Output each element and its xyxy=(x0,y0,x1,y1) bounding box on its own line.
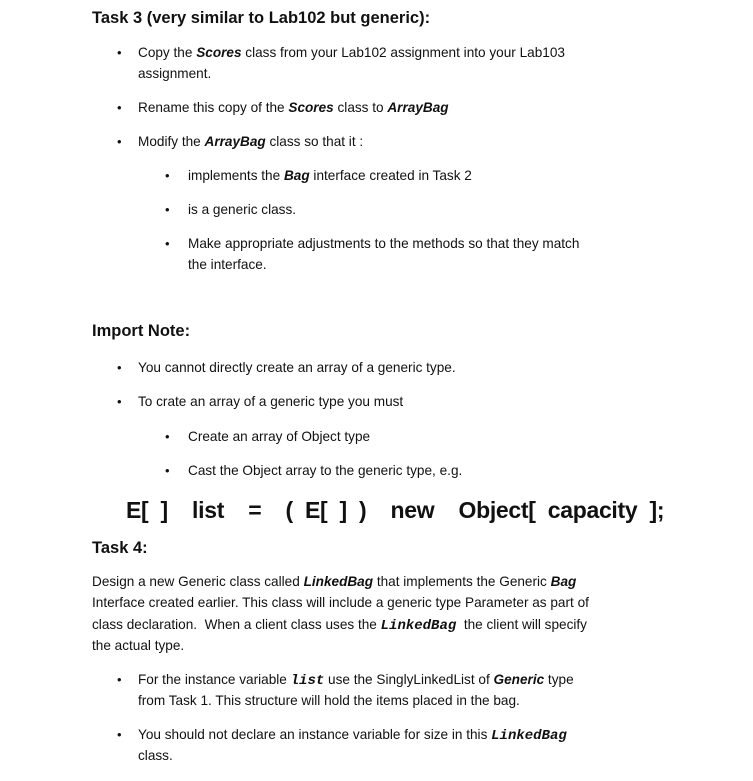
task4-para-line-4: the actual type. xyxy=(92,638,185,653)
note-bullet-1: You cannot directly create an array of a generic type. xyxy=(138,360,456,375)
bullet-icon: • xyxy=(117,360,122,375)
note-sub-2: Cast the Object array to the generic type, e.g. xyxy=(188,463,463,478)
bullet-icon: • xyxy=(165,236,170,251)
task3-sub-3-cont: the interface. xyxy=(188,257,267,272)
import-note-heading: Import Note: xyxy=(92,322,191,340)
task3-bullet-2: Rename this copy of the Scores class to ArrayBag xyxy=(138,100,449,115)
bullet-icon: • xyxy=(117,672,122,687)
task4-para-line-2: Interface created earlier. This class will include a generic type Parameter as part of xyxy=(92,595,589,610)
task3-bullet-3: Modify the ArrayBag class so that it : xyxy=(138,134,364,149)
task4-bullet-1-cont: from Task 1. This structure will hold the items placed in the bag. xyxy=(138,693,520,708)
bullet-icon: • xyxy=(117,727,122,742)
bullet-icon: • xyxy=(117,394,122,409)
task3-sub-1: implements the Bag interface created in Task 2 xyxy=(188,168,472,183)
bullet-icon: • xyxy=(165,429,170,444)
task3-heading: Task 3 (very similar to Lab102 but generic): xyxy=(92,9,431,27)
bullet-icon: • xyxy=(165,202,170,217)
task3-bullet-1: Copy the Scores class from your Lab102 assignment into your Lab103 xyxy=(138,45,565,60)
task4-bullet-2-cont: class. xyxy=(138,748,173,763)
code-example: E[ ] list = ( E[ ] ) new Object[ capacity ]; xyxy=(126,497,665,523)
note-bullet-2: To crate an array of a generic type you must xyxy=(138,394,404,409)
bullet-icon: • xyxy=(165,463,170,478)
task3-sub-3: Make appropriate adjustments to the methods so that they match xyxy=(188,236,580,251)
task3-sub-2: is a generic class. xyxy=(188,202,297,217)
note-sub-1: Create an array of Object type xyxy=(188,429,371,444)
bullet-icon: • xyxy=(117,134,122,149)
bullet-icon: • xyxy=(165,168,170,183)
task4-heading: Task 4: xyxy=(92,539,148,557)
task4-bullet-1: For the instance variable list use the SinglyLinkedList of Generic type xyxy=(138,672,574,689)
task4-para-line-1: Design a new Generic class called LinkedBag that implements the Generic Bag xyxy=(92,574,577,589)
bullet-icon: • xyxy=(117,100,122,115)
bullet-icon: • xyxy=(117,45,122,60)
task3-bullet-1-cont: assignment. xyxy=(138,66,212,81)
task4-bullet-2: You should not declare an instance variable for size in this LinkedBag xyxy=(138,727,567,744)
task4-para-line-3: class declaration. When a client class uses the LinkedBag the client will specify xyxy=(92,617,587,634)
